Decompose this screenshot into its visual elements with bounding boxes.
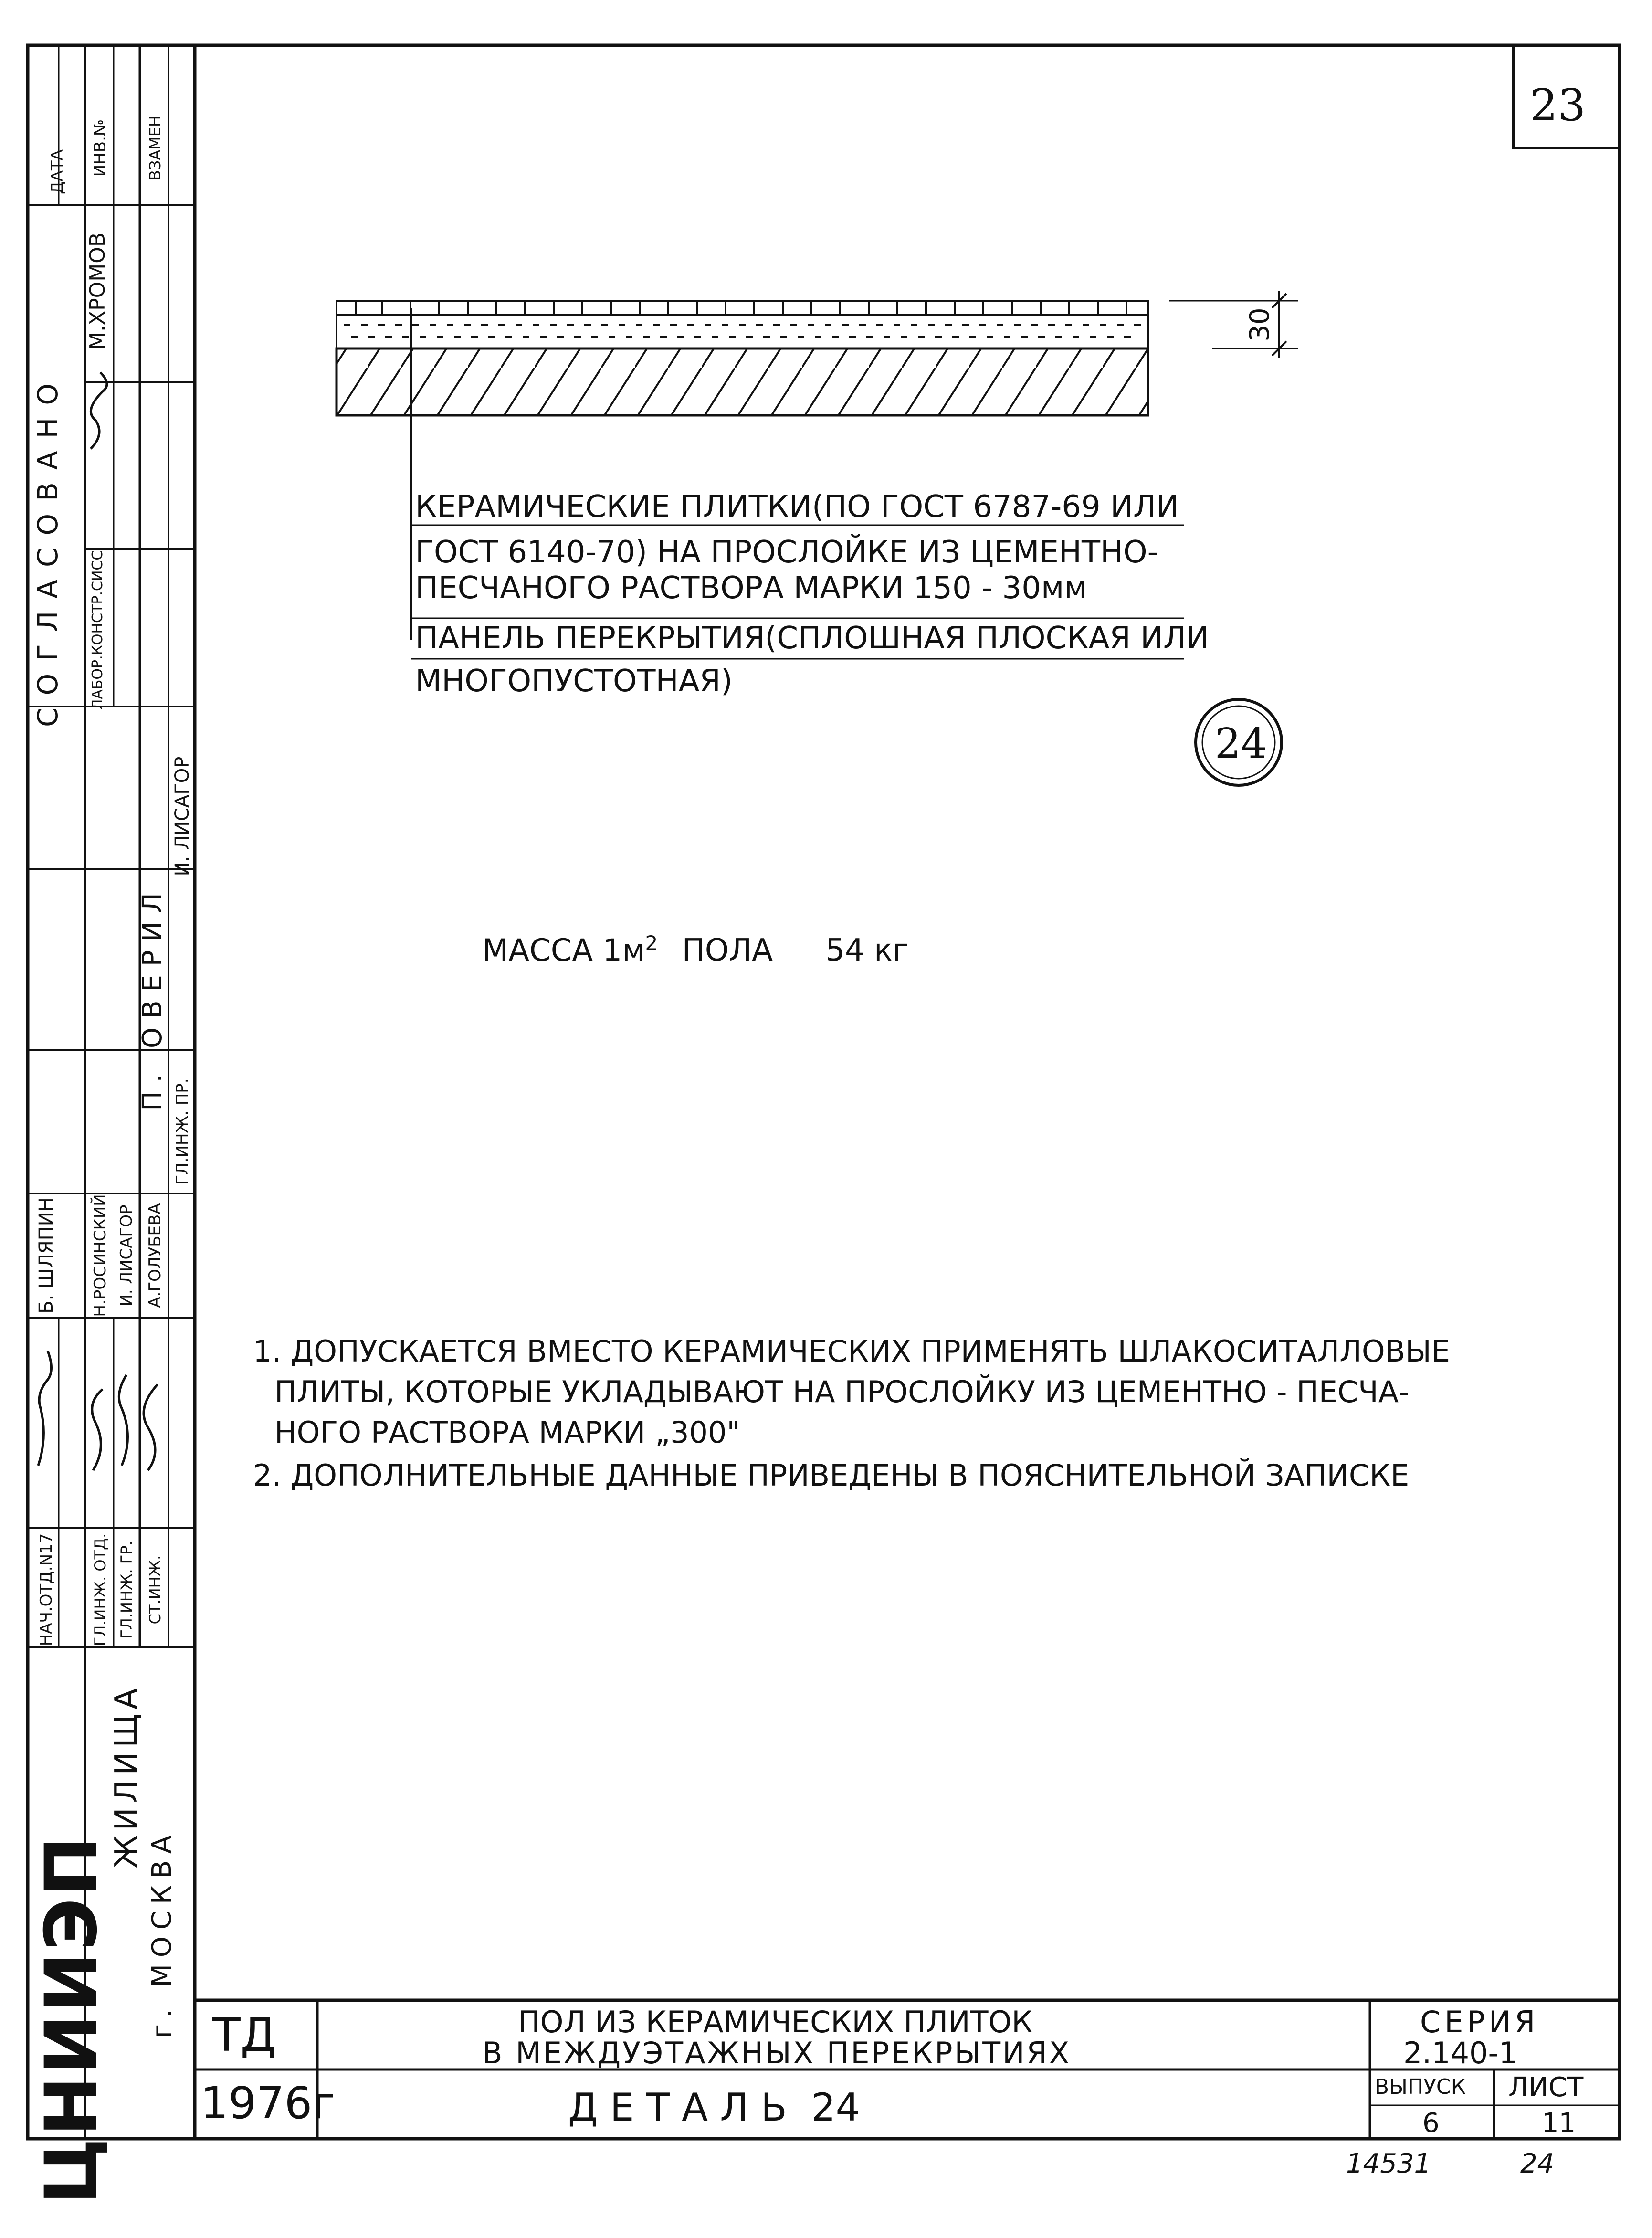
mass-line xyxy=(482,931,909,969)
stamp-inv-label: ИНВ.№ xyxy=(91,119,110,177)
callout-slab-line2: МНОГОПУСТОТНАЯ) xyxy=(415,664,733,699)
note-1-line2: ПЛИТЫ, КОТОРЫЕ УКЛАДЫВАЮТ НА ПРОСЛОЙКУ ИЗ ЦЕМЕНТНО - ПЕСЧА- xyxy=(274,1374,1410,1409)
sheet-value: 11 xyxy=(1542,2108,1576,2139)
note-2: 2. ДОПОЛНИТЕЛЬНЫЕ ДАННЫЕ ПРИВЕДЕНЫ В ПОЯСНИТЕЛЬНОЙ ЗАПИСКЕ xyxy=(253,1458,1410,1493)
stamp-name-golubeva: А.ГОЛУБЕВА xyxy=(146,1203,165,1308)
stamp-soglasovano: СОГЛАСОВАНО xyxy=(32,371,64,727)
callout-tiles-line3: ПЕСЧАНОГО РАСТВОРА МАРКИ 150 - 30мм xyxy=(415,570,1087,606)
tile-joints xyxy=(356,301,1126,315)
stamp-name-lisagor: И. ЛИСАГОР xyxy=(117,1204,136,1307)
stamp-data-label: ДАТА xyxy=(48,149,67,194)
slab-layer xyxy=(337,348,1148,415)
title-line1: ПОЛ ИЗ КЕРАМИЧЕСКИХ ПЛИТОК xyxy=(518,2005,1033,2039)
stamp-gl-inzh-pr: ГЛ.ИНЖ. ПР. xyxy=(173,1078,192,1185)
note-1-line3: НОГО РАСТВОРА МАРКИ „300" xyxy=(274,1415,740,1450)
sheet-label: ЛИСТ xyxy=(1508,2072,1584,2103)
section-marker-number: 24 xyxy=(1215,720,1267,768)
stamp-role-gl-inzh-gr: ГЛ.ИНЖ. ГР. xyxy=(117,1541,136,1639)
signature-marks xyxy=(28,0,195,1647)
title-year: 1976г xyxy=(200,2078,336,2129)
mass-rest: ПОЛА xyxy=(682,933,773,969)
title-line2: В МЕЖДУЭТАЖНЫХ ПЕРЕКРЫТИЯХ xyxy=(482,2036,1072,2070)
mortar-dots xyxy=(344,325,1141,337)
stamp-vzamen-label: ВЗАМЕН xyxy=(146,115,164,181)
series-value: 2.140-1 xyxy=(1403,2036,1518,2070)
title-detail: Д Е Т А Л Ь 24 xyxy=(568,2085,860,2130)
footer-code: 14531 xyxy=(1346,2148,1431,2179)
stamp-role-nach: НАЧ.ОТД.N17 xyxy=(37,1533,56,1647)
issue-label: ВЫПУСК xyxy=(1375,2075,1466,2099)
stamp-lisagor-top: И. ЛИСАГОР xyxy=(171,756,193,876)
stamp-name-rosinsky: Н.РОСИНСКИЙ xyxy=(91,1194,110,1317)
stamp-name-shlyapin: Б. ШЛЯПИН xyxy=(35,1197,57,1314)
page-number: 23 xyxy=(1530,80,1586,131)
note-1: 1. ДОПУСКАЕТСЯ ВМЕСТО КЕРАМИЧЕСКИХ ПРИМЕНЯТЬ ШЛАКОСИТАЛЛОВЫЕ xyxy=(253,1334,1451,1369)
tile-layer xyxy=(337,301,1148,315)
org-subtitle: ЖИЛИЩА xyxy=(109,1683,144,1869)
callout-tiles: КЕРАМИЧЕСКИЕ ПЛИТКИ(ПО ГОСТ 6787-69 ИЛИ xyxy=(415,489,1179,525)
mass-label: МАССА 1м xyxy=(482,933,645,969)
footer-number: 24 xyxy=(1520,2148,1555,2179)
stamp-role-gl-inzh-otd: ГЛ.ИНЖ. ОТД. xyxy=(91,1533,109,1647)
mass-value: 54 кг xyxy=(825,933,909,969)
mass-superscript: 2 xyxy=(645,931,658,955)
title-td: ТД xyxy=(212,2008,276,2062)
callout-tiles-line2: ГОСТ 6140-70) НА ПРОСЛОЙКЕ ИЗ ЦЕМЕНТНО- xyxy=(415,535,1158,570)
dimension-text: 30 xyxy=(1244,307,1275,342)
stamp-khromov: М.ХРОМОВ xyxy=(85,232,110,350)
callout-slab: ПАНЕЛЬ ПЕРЕКРЫТИЯ(СПЛОШНАЯ ПЛОСКАЯ ИЛИ xyxy=(415,621,1210,656)
stamp-proveril: П. ОВЕРИЛ xyxy=(137,884,168,1111)
mortar-layer xyxy=(337,315,1148,348)
series-label: СЕРИЯ xyxy=(1420,2005,1539,2039)
stamp-labor: ЛАБОР.КОНСТР.СИСС xyxy=(89,550,106,710)
org-logo: ЦНИИЭП xyxy=(30,1834,113,2205)
issue-value: 6 xyxy=(1422,2108,1440,2139)
stamp-role-st-inzh: СТ.ИНЖ. xyxy=(146,1555,164,1625)
org-city: г. МОСКВА xyxy=(147,1828,178,2038)
